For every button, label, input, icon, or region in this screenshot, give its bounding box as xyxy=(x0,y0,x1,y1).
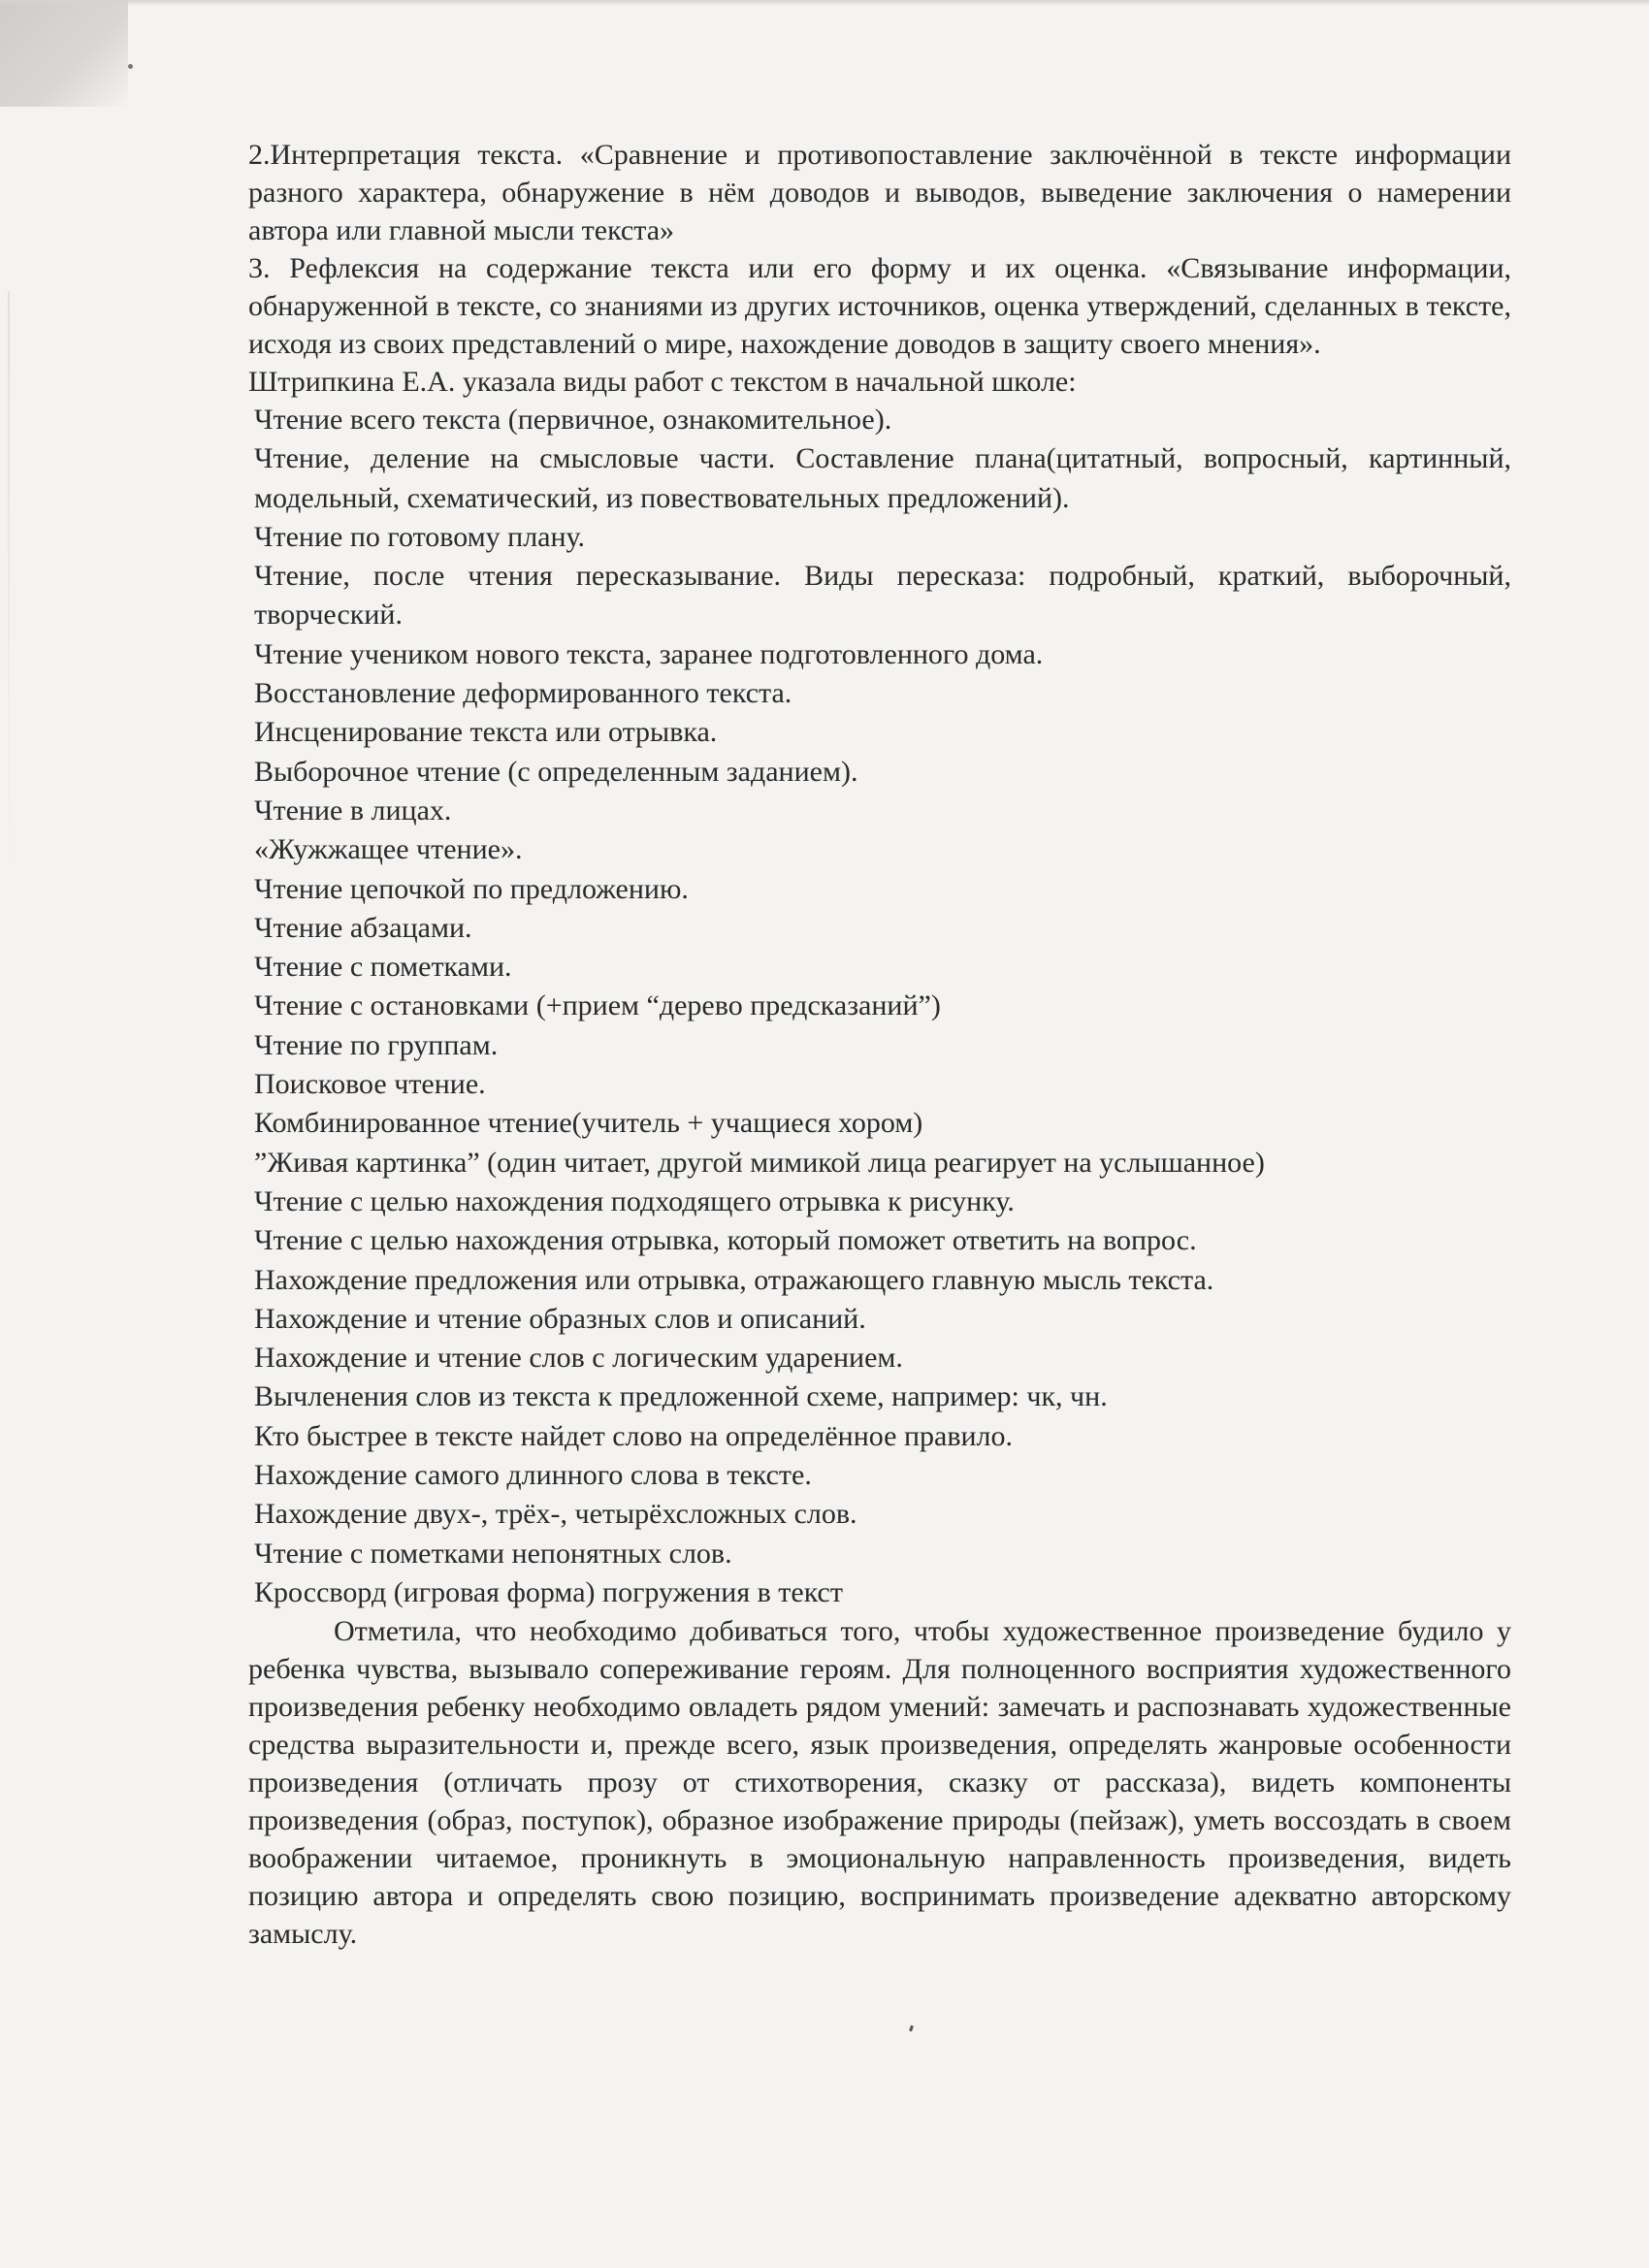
list-item: Нахождение предложения или отрывка, отражающего главную мысль текста. xyxy=(254,1263,1214,1296)
list-item: Чтение в лицах. xyxy=(254,794,452,826)
scanner-edge-shadow xyxy=(0,0,128,107)
paragraph-interpretation: 2.Интерпретация текста. «Сравнение и противопоставление заключённой в тексте информации разного характера, обнаружение в нём доводов и выводов, выведение заключения о намерении автора или главной мысли текста» xyxy=(248,139,1511,246)
page-fold-shadow xyxy=(8,291,10,873)
list-item: Чтение абзацами. xyxy=(254,911,472,944)
list-item: Чтение всего текста (первичное, ознакомительное). xyxy=(254,404,892,436)
list-item: Чтение учеником нового текста, заранее подготовленного дома. xyxy=(254,637,1044,670)
list-item: Чтение, деление на смысловые части. Составление плана(цитатный, вопросный, картинный, модельный, схематический, из повествовательных предложений). xyxy=(254,442,1511,514)
list-item: Нахождение самого длинного слова в тексте. xyxy=(254,1459,812,1492)
list-item: Чтение с остановками (+прием “дерево предсказаний”) xyxy=(254,989,941,1022)
list-item: Поисковое чтение. xyxy=(254,1068,486,1101)
list-item: Нахождение и чтение слов с логическим ударением. xyxy=(254,1342,903,1375)
list-item: Нахождение двух-, трёх-, четырёхсложных слов. xyxy=(254,1498,857,1531)
list-item: Выборочное чтение (с определенным заданием). xyxy=(254,755,858,788)
list-item: Чтение цепочкой по предложению. xyxy=(254,872,689,905)
list-item: Нахождение и чтение образных слов и описаний. xyxy=(254,1302,866,1335)
list-item: Вычленения слов из текста к предложенной схеме, например: чк, чн. xyxy=(254,1380,1108,1413)
paragraph-intro: Штрипкина Е.А. указала виды работ с текстом в начальной школе: xyxy=(248,366,1077,398)
list-item: Чтение с целью нахождения отрывка, который поможет ответить на вопрос. xyxy=(254,1224,1197,1257)
list-item: Чтение, после чтения пересказывание. Виды пересказа: подробный, краткий, выборочный, творческий. xyxy=(254,560,1511,632)
list-item: Чтение с целью нахождения подходящего отрывка к рисунку. xyxy=(254,1184,1015,1217)
work-types-list xyxy=(248,401,1511,1612)
list-item: ”Живая картинка” (один читает, другой мимикой лица реагирует на услышанное) xyxy=(254,1146,1265,1179)
list-item: Чтение с пометками. xyxy=(254,951,512,984)
list-item: Чтение по группам. xyxy=(254,1028,499,1061)
list-item: Чтение по готовому плану. xyxy=(254,520,586,553)
scan-speck xyxy=(128,64,133,69)
paragraph-closing: Отметила, что необходимо добиваться того, чтобы художественное произведение будило у ребенка чувства, вызывало сопереживание героям. Для полноценного восприятия художественного произведения ребенку необходимо овладеть рядом умений: замечать и распознавать художественные средства выразительности и, прежде всего, язык произведения, определять жанровые особенности произведения (отличать прозу от стихотворения, сказку от рассказа), видеть компоненты произведения (образ, поступок), образное изображение природы (пейзаж), уметь воссоздать в своем воображении читаемое, проникнуть в эмоциональную направленность произведения, видеть позицию автора и определять свою позицию, воспринимать произведение адекватно авторскому замыслу. xyxy=(248,1615,1511,1951)
scanner-top-shadow xyxy=(0,0,1649,6)
list-item: Чтение с пометками непонятных слов. xyxy=(254,1537,732,1570)
list-item: Кто быстрее в тексте найдет слово на определённое правило. xyxy=(254,1419,1014,1452)
scan-speck xyxy=(909,2025,914,2032)
list-item: Восстановление деформированного текста. xyxy=(254,677,792,710)
document-page xyxy=(248,136,1511,1953)
list-item: Инсценирование текста или отрывка. xyxy=(254,716,718,749)
list-item: Кроссворд (игровая форма) погружения в текст xyxy=(254,1575,843,1608)
paragraph-reflection: 3. Рефлексия на содержание текста или его форму и их оценка. «Связывание информации, обнаруженной в тексте, со знаниями из других источников, оценка утверждений, сделанных в тексте, исходя из своих представлений о мире, нахождение доводов в защиту своего мнения». xyxy=(248,252,1511,360)
list-item: «Жужжащее чтение». xyxy=(254,833,523,866)
list-item: Комбинированное чтение(учитель + учащиеся хором) xyxy=(254,1107,923,1140)
